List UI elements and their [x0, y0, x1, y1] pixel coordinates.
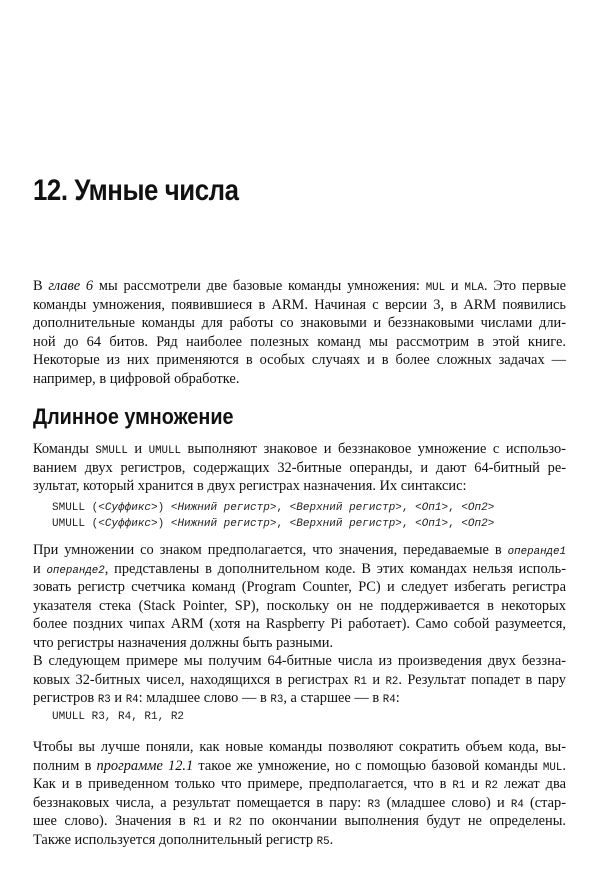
text-line: дополнительные команды для работы со знаковыми и беззнаковыми числами дли- [33, 315, 566, 332]
text-line: Чтобы вы лучше поняли, как новые команды позволяют сократить объем кода, вы- [33, 739, 566, 755]
text-line: указателя стека (Stack Pointer, SP), поскольку он не поддерживается в некоторых [33, 597, 566, 614]
section-title: Длинное умножение [33, 404, 234, 429]
instruction-umull: UMULL [148, 445, 181, 457]
text-line: Команды SMULL и UMULL выполняют знаковое и беззнаковое умножение с использо- [33, 441, 566, 457]
text-line: и операнде2, представлены в дополнительном коде. В этих командах нельзя исполь- [33, 560, 566, 577]
instruction-mla: MLA [464, 282, 484, 294]
paragraph-2 [33, 541, 566, 653]
text-line: Некоторые из них применяются в особых случаях и в более сложных задачах — [33, 352, 566, 369]
text-line: шее слово). Значения в R1 и R2 по окончании выполнения будут не определены. [33, 813, 566, 830]
syntax-line-umull: UMULL (<Суффикс>) <Нижний регистр>, <Верхний регистр>, <Оп1>, <Оп2> [52, 518, 495, 530]
paragraph-4 [33, 738, 566, 850]
chapter-reference: главе 6 [48, 278, 94, 294]
text-line: команды умножения, появившиеся в ARM. Начиная с версии 3, в ARM появились [33, 296, 566, 313]
syntax-block [52, 500, 494, 532]
text-line: Как и в приведенном только что примере, предполагается, что в R1 и R2 лежат два [33, 776, 566, 793]
text-line: зультат, который хранится в двух регистрах назначения. Их синтаксис: [33, 478, 467, 495]
text-line: более поздних чипах ARM (хотя на Raspberry Pi работает). Само собой разумеется, [33, 616, 566, 633]
syntax-line-smull: SMULL (<Суффикс>) <Нижний регистр>, <Верхний регистр>, <Оп1>, <Оп2> [52, 502, 495, 514]
instruction-smull: SMULL [95, 445, 128, 457]
text-line: беззнаковых числа, а результат помещается в пару: R3 (младшее слово) и R4 (стар- [33, 794, 566, 811]
text-line: зовать регистр счетчика команд (Program Counter, PC) и следует избегать регистра [33, 579, 566, 596]
instruction-mul: MUL [425, 282, 446, 294]
text-line: В главе 6 мы рассмотрели две базовые команды умножения: MUL и MLA. Это первые [33, 278, 567, 294]
text-line: ной до 64 битов. Ряд наиболее полезных команд мы рассмотрим в этой книге. [33, 333, 566, 350]
intro-paragraph [33, 277, 566, 389]
paragraph-1 [33, 440, 566, 496]
example-code: UMULL R3, R4, R1, R2 [52, 711, 185, 723]
text-line: При умножении со знаком предполагается, что значения, передаваемые в операнде1 [33, 542, 566, 558]
operand2-term: операнде2 [46, 564, 105, 577]
program-reference: программе 12.1 [96, 757, 194, 774]
text-line: Также используется дополнительный регистр R5. [33, 831, 334, 848]
chapter-title: 12. Умные числа [33, 174, 239, 207]
paragraph-3 [33, 652, 566, 708]
text-line: полним в программе 12.1 такое же умножение, но с помощью базовой команды MUL. [33, 757, 566, 774]
text-line: ванием двух регистров, содержащих 32-битные операнды, и дают 64-битный ре- [33, 459, 566, 476]
text-line: В следующем примере мы получим 64-битные числа из произведения двух беззна- [33, 653, 566, 669]
text-line: например, в цифровой обработке. [33, 370, 240, 387]
text-line: ковых 32-битных чисел, находящихся в регистрах R1 и R2. Результат попадет в пару [33, 671, 566, 688]
text-line: регистров R3 и R4: младшее слово — в R3, а старшее — в R4: [33, 690, 400, 707]
text-line: что регистры назначения должны быть разными. [33, 634, 334, 651]
operand1-term: операнде1 [507, 546, 566, 558]
